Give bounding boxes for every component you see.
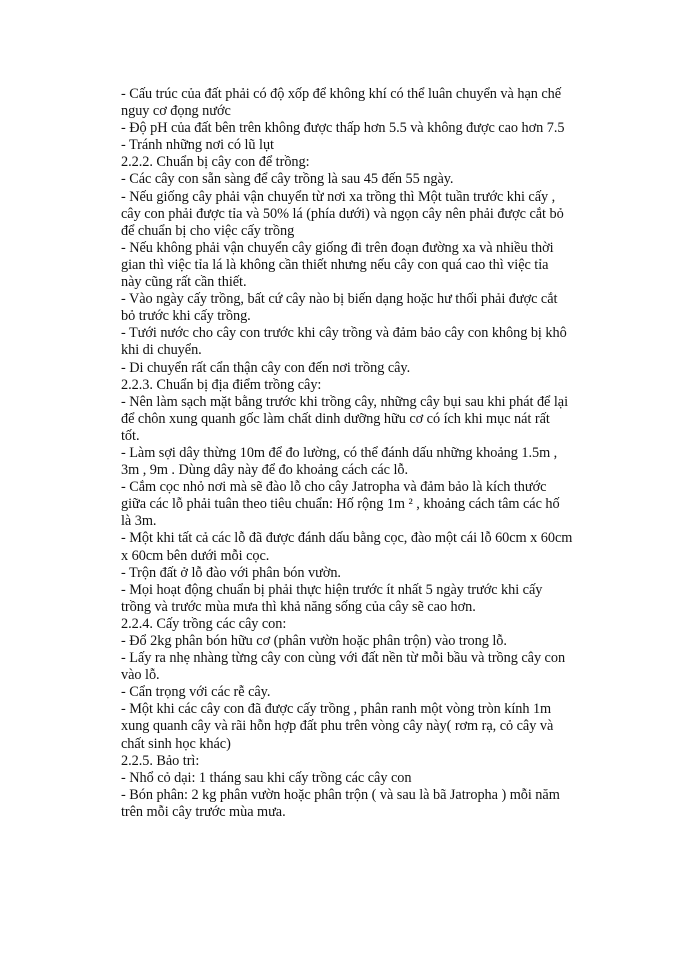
text-line: là 3m.	[121, 513, 157, 530]
text-line: - Tưới nước cho cây con trước khi cây trồng và đảm bảo cây con không bị khô	[121, 325, 567, 342]
text-line: cây con phải được tỉa và 50% lá (phía dưới) và ngọn cây nên phải được cắt bỏ	[121, 205, 564, 222]
text-line: - Độ pH của đất bên trên không được thấp hơn 5.5 và không được cao hơn 7.5	[121, 120, 565, 137]
text-line: vào lỗ.	[121, 667, 160, 684]
text-line: nguy cơ đọng nước	[121, 103, 231, 120]
text-line: 3m , 9m . Dùng dây này để đo khoảng cách các lỗ.	[121, 462, 409, 479]
text-line: để chôn xung quanh gốc làm chất dinh dưỡng hữu cơ có ích khi mục nát rất	[121, 410, 550, 427]
text-line: - Nếu giống cây phải vận chuyển từ nơi xa trồng thì Một tuần trước khi cấy ,	[121, 188, 556, 205]
text-line: x 60cm bên dưới mỗi cọc.	[121, 547, 270, 564]
text-line: khi di chuyển.	[121, 342, 202, 359]
text-line: chất sinh học khác)	[121, 735, 231, 752]
text-line: tốt.	[121, 427, 140, 444]
text-line: - Các cây con sẵn sàng để cây trồng là sau 45 đến 55 ngày.	[121, 171, 454, 188]
document-body	[121, 86, 587, 821]
text-line: - Lấy ra nhẹ nhàng từng cây con cùng với đất nền từ mỗi bầu và trồng cây con	[121, 650, 566, 667]
text-line: - Vào ngày cấy trồng, bất cứ cây nào bị biến dạng hoặc hư thối phải được cắt	[121, 291, 558, 308]
text-line: - Một khi các cây con đã được cấy trồng , phân ranh một vòng tròn kính 1m	[121, 701, 552, 718]
text-line: trồng và trước mùa mưa thì khả năng sống của cây sẽ cao hơn.	[121, 598, 476, 615]
text-line: - Di chuyển rất cẩn thận cây con đến nơi trồng cây.	[121, 359, 411, 376]
text-line: giữa các lỗ phải tuân theo tiêu chuẩn: Hố rộng 1m ² , khoảng cách tâm các hố	[121, 496, 560, 513]
text-line: - Nhổ cỏ dại: 1 tháng sau khi cấy trồng các cây con	[121, 769, 412, 786]
text-line: trên mỗi cây trước mùa mưa.	[121, 803, 286, 820]
text-line: gian thì việc tỉa lá là không cần thiết nhưng nếu cây con quá cao thì việc tỉa	[121, 256, 549, 273]
text-line: 2.2.2. Chuẩn bị cây con để trồng:	[121, 154, 310, 171]
text-line: - Cắm cọc nhỏ nơi mà sẽ đào lỗ cho cây Jatropha và đảm bảo là kích thước	[121, 479, 547, 496]
text-line: xung quanh cây và rãi hỗn hợp đất phu trên vòng cây này( rơm rạ, cỏ cây và	[121, 718, 554, 735]
text-line: 2.2.5. Bảo trì:	[121, 752, 200, 769]
text-line: bỏ trước khi cấy trồng.	[121, 308, 251, 325]
text-line: - Cẩn trọng với các rễ cây.	[121, 684, 271, 701]
text-line: - Nếu không phải vận chuyển cây giống đi trên đoạn đường xa và nhiều thời	[121, 239, 554, 256]
text-line: này cũng rất cần thiết.	[121, 274, 247, 291]
text-line: - Tránh những nơi có lũ lụt	[121, 137, 274, 154]
text-line: 2.2.4. Cấy trồng các cây con:	[121, 615, 287, 632]
text-line: - Nên làm sạch mặt bằng trước khi trồng cây, những cây bụi sau khi phát để lại	[121, 393, 569, 410]
text-line: - Làm sợi dây thừng 10m để đo lường, có thể đánh dấu những khoảng 1.5m ,	[121, 444, 558, 461]
text-line: 2.2.3. Chuẩn bị địa điểm trồng cây:	[121, 376, 322, 393]
text-line: - Một khi tất cả các lỗ đã được đánh dấu bằng cọc, đào một cái lỗ 60cm x 60cm	[121, 530, 573, 547]
text-line: - Cấu trúc của đất phải có độ xốp để không khí có thể luân chuyển và hạn chế	[121, 86, 562, 102]
text-line: - Đổ 2kg phân bón hữu cơ (phân vườn hoặc phân trộn) vào trong lỗ.	[121, 633, 507, 649]
text-line: để chuẩn bị cho việc cấy trồng	[121, 222, 295, 239]
text-line: - Bón phân: 2 kg phân vườn hoặc phân trộn ( và sau là bã Jatropha ) mỗi năm	[121, 786, 560, 803]
text-line: - Trộn đất ở lỗ đào với phân bón vườn.	[121, 564, 341, 581]
text-line: - Mọi hoạt động chuẩn bị phải thực hiện trước ít nhất 5 ngày trước khi cấy	[121, 581, 543, 598]
